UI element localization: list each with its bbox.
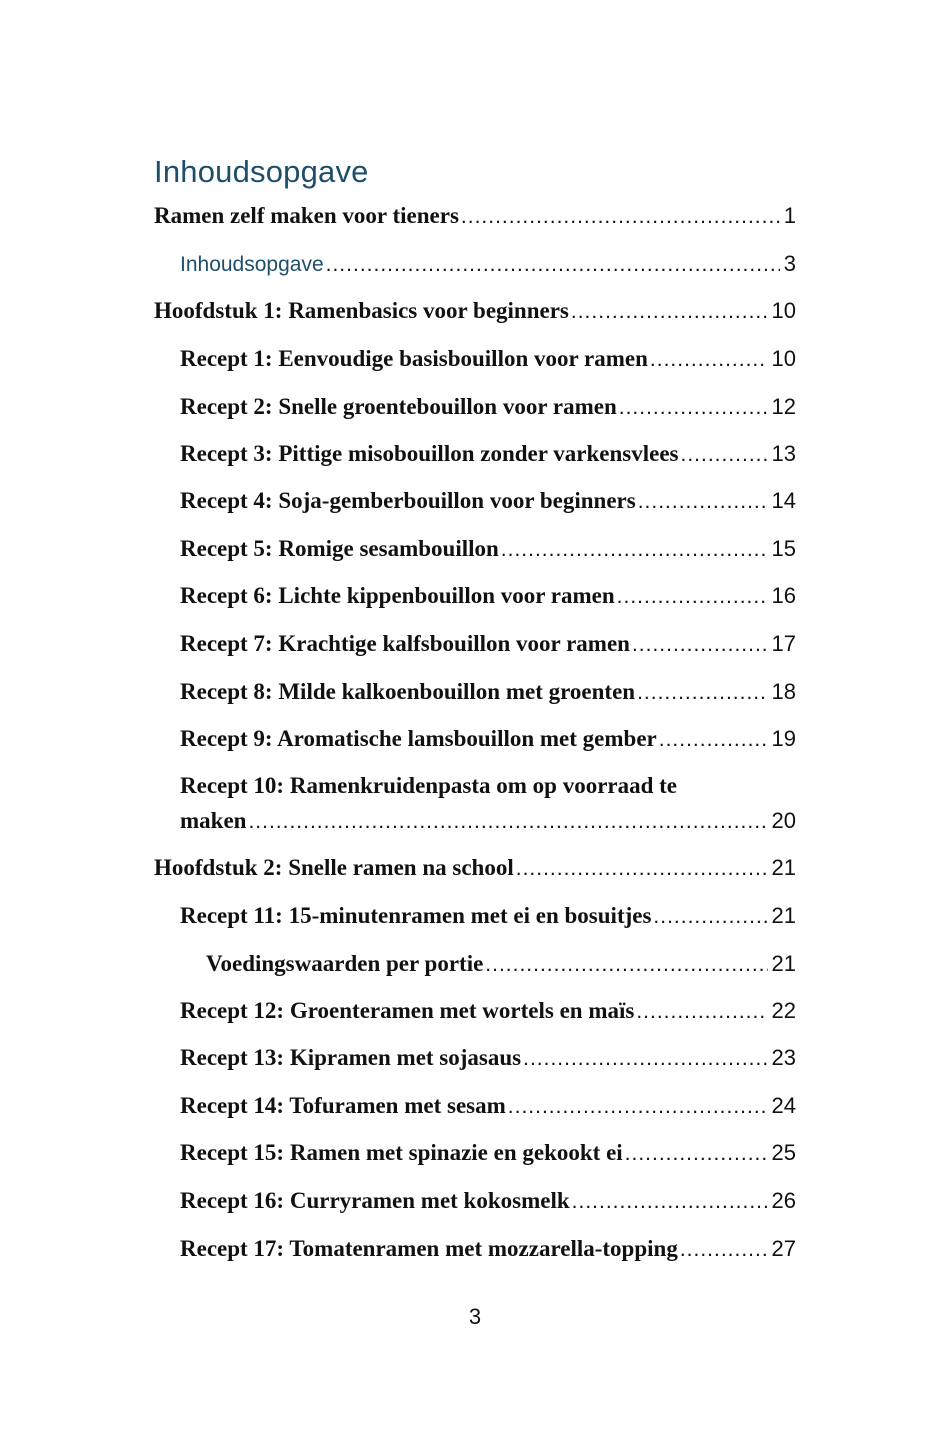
- toc-entry-label: Ramen zelf maken voor tieners: [154, 203, 459, 228]
- toc-entry-label: maken: [180, 808, 247, 833]
- toc-entry-recipe-17[interactable]: [180, 1236, 796, 1270]
- toc-entry-recipe-8[interactable]: [180, 679, 796, 713]
- toc-entry-label: Recept 1: Eenvoudige basisbouillon voor ramen: [180, 346, 648, 371]
- toc-entry-recipe-10-line-1[interactable]: Recept 10: Ramenkruidenpasta om op voorraad te: [180, 773, 678, 798]
- toc-entry-label: Recept 13: Kipramen met sojasaus: [180, 1045, 522, 1070]
- toc-entry-recipe-11[interactable]: [180, 903, 796, 937]
- dot-leader: [326, 253, 780, 277]
- dot-leader: [680, 1238, 768, 1262]
- toc-entry-label: Recept 12: Groenteramen met wortels en maïs: [180, 998, 635, 1023]
- toc-entry-recipe-12[interactable]: [180, 998, 796, 1032]
- toc-entry-page: 27: [771, 1236, 796, 1261]
- toc-entry-page: 1: [783, 203, 796, 228]
- toc-entry-page: 20: [771, 808, 796, 833]
- toc-entry-recipe-14[interactable]: [180, 1093, 796, 1127]
- toc-entry-recipe-6[interactable]: [180, 583, 796, 617]
- toc-entry-page: 24: [771, 1093, 796, 1118]
- toc-entry-label: Recept 4: Soja-gemberbouillon voor beginners: [180, 488, 636, 513]
- toc-entry-label: Recept 16: Curryramen met kokosmelk: [180, 1188, 570, 1213]
- toc-entry-chapter-1[interactable]: [154, 298, 796, 332]
- dot-leader: [516, 857, 768, 881]
- dot-leader: [625, 1142, 768, 1166]
- toc-entry-page: 15: [771, 536, 796, 561]
- toc-entry-page: 25: [771, 1140, 796, 1165]
- toc-entry-page: 10: [771, 346, 796, 371]
- dot-leader: [636, 1000, 767, 1024]
- toc-entry-recipe-2[interactable]: [180, 394, 796, 428]
- dot-leader: [508, 1095, 768, 1119]
- toc-entry-label: Hoofdstuk 1: Ramenbasics voor beginners: [154, 298, 569, 323]
- toc-entry-nutrition[interactable]: [206, 951, 796, 985]
- toc-entry-label: Recept 3: Pittige misobouillon zonder varkensvlees: [180, 441, 679, 466]
- toc-entry-page: 17: [771, 631, 796, 656]
- toc-entry-chapter-2[interactable]: [154, 855, 796, 889]
- toc-entry-page: 16: [771, 583, 796, 608]
- toc-entry-recipe-13[interactable]: [180, 1045, 796, 1079]
- toc-heading: Inhoudsopgave: [154, 154, 369, 189]
- dot-leader: [248, 810, 767, 834]
- dot-leader: [523, 1047, 767, 1071]
- dot-leader: [619, 396, 768, 420]
- toc-entry-page: 19: [771, 726, 796, 751]
- dot-leader: [617, 585, 768, 609]
- toc-entry-label: Recept 7: Krachtige kalfsbouillon voor ramen: [180, 631, 630, 656]
- toc-entry-recipe-15[interactable]: [180, 1140, 796, 1174]
- toc-entry-label: Recept 11: 15-minutenramen met ei en bosuitjes: [180, 903, 652, 928]
- dot-leader: [650, 348, 768, 372]
- toc-entry-recipe-7[interactable]: [180, 631, 796, 665]
- toc-entry-page: 21: [771, 951, 796, 976]
- toc-entry-page: 18: [771, 679, 796, 704]
- toc-entry-label: Inhoudsopgave: [180, 253, 324, 276]
- toc-entry-recipe-4[interactable]: [180, 488, 796, 522]
- dot-leader: [638, 490, 768, 514]
- dot-leader: [501, 538, 768, 562]
- page-number: 3: [468, 1304, 482, 1329]
- toc-entry-label: Recept 2: Snelle groentebouillon voor ramen: [180, 394, 617, 419]
- dot-leader: [571, 300, 768, 324]
- toc-entry-page: 10: [771, 298, 796, 323]
- toc-entry-book-title[interactable]: [154, 203, 796, 237]
- toc-entry-recipe-16[interactable]: [180, 1188, 796, 1222]
- dot-leader: [637, 681, 767, 705]
- toc-entry-page: 21: [771, 903, 796, 928]
- toc-entry-page: 12: [771, 394, 796, 419]
- dot-leader: [485, 953, 767, 977]
- toc-entry-page: 23: [771, 1045, 796, 1070]
- toc-entry-recipe-1[interactable]: [180, 346, 796, 380]
- toc-entry-label: Recept 5: Romige sesambouillon: [180, 536, 499, 561]
- toc-entry-recipe-5[interactable]: [180, 536, 796, 570]
- toc-entry-recipe-9[interactable]: [180, 726, 796, 760]
- toc-entry-page: 21: [771, 855, 796, 880]
- dot-leader: [632, 633, 768, 657]
- toc-entry-label: Recept 14: Tofuramen met sesam: [180, 1093, 506, 1118]
- toc-entry-page: 22: [771, 998, 796, 1023]
- toc-entry-label: Recept 6: Lichte kippenbouillon voor ramen: [180, 583, 615, 608]
- dot-leader: [461, 205, 780, 229]
- toc-entry-recipe-10[interactable]: [180, 808, 796, 842]
- dot-leader: [681, 443, 768, 467]
- toc-entry-label: Recept 8: Milde kalkoenbouillon met groenten: [180, 679, 636, 704]
- toc-entry-page: 26: [771, 1188, 796, 1213]
- toc-entry-label: Hoofdstuk 2: Snelle ramen na school: [154, 855, 514, 880]
- toc-entry-page: 14: [771, 488, 796, 513]
- toc-entry-label: Recept 17: Tomatenramen met mozzarella-topping: [180, 1236, 678, 1261]
- toc-entry-page: 13: [771, 441, 796, 466]
- toc-entry-recipe-3[interactable]: [180, 441, 796, 475]
- toc-entry-label: Voedingswaarden per portie: [206, 951, 484, 976]
- dot-leader: [572, 1190, 768, 1214]
- dot-leader: [653, 905, 767, 929]
- toc-entry-label: Recept 15: Ramen met spinazie en gekookt ei: [180, 1140, 623, 1165]
- toc-entry-page: 3: [783, 251, 796, 276]
- toc-entry-contents[interactable]: [180, 251, 796, 285]
- toc-entry-label: Recept 9: Aromatische lamsbouillon met gember: [180, 726, 657, 751]
- dot-leader: [659, 728, 768, 752]
